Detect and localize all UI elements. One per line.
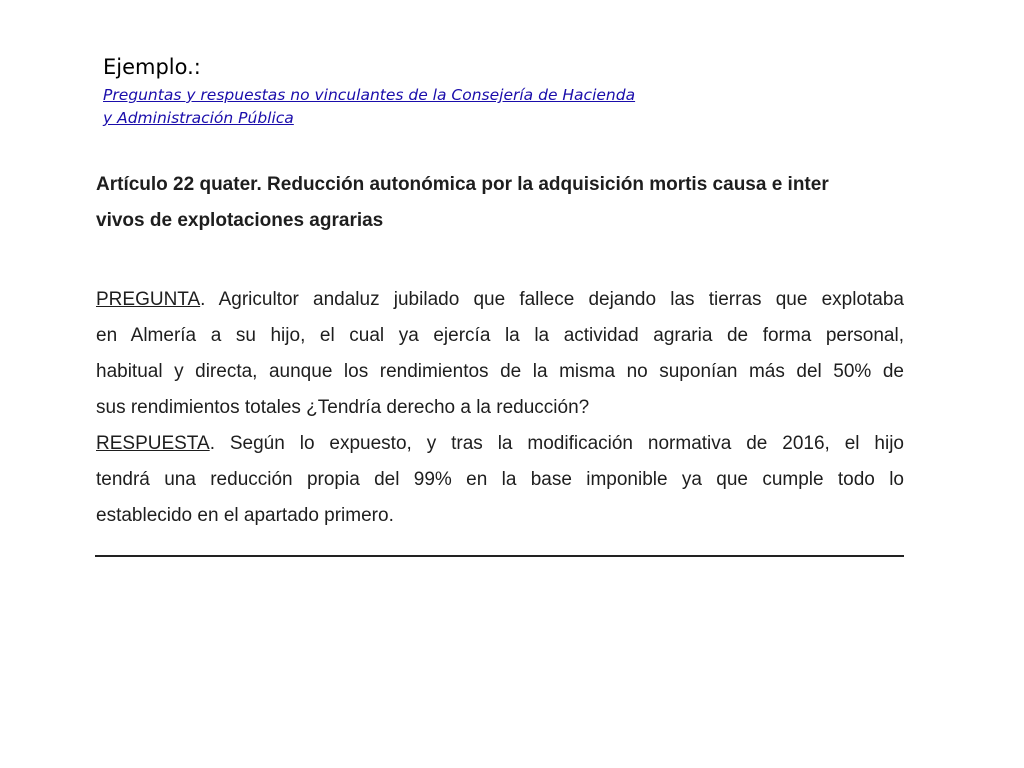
question-text-1: . Agricultor andaluz jubilado que fallece dejando las tierras que explotaba bbox=[200, 289, 904, 310]
horizontal-rule bbox=[95, 555, 904, 557]
answer-line-1 bbox=[96, 426, 904, 462]
question-line-1 bbox=[96, 282, 904, 318]
answer-label: RESPUESTA bbox=[96, 433, 210, 454]
article-title bbox=[96, 167, 904, 239]
question-line-2: en Almería a su hijo, el cual ya ejercía la la actividad agraria de forma personal, bbox=[96, 325, 904, 346]
question-line-3: habitual y directa, aunque los rendimientos de la misma no suponían más del 50% de bbox=[96, 361, 904, 382]
article-title-line-1: Artículo 22 quater. Reducción autonómica por la adquisición mortis causa e inter bbox=[96, 174, 829, 195]
slide-heading: Ejemplo.: bbox=[103, 55, 201, 79]
question-line-4: sus rendimientos totales ¿Tendría derecho a la reducción? bbox=[96, 397, 590, 418]
article-title-line-2: vivos de explotaciones agrarias bbox=[96, 210, 384, 231]
answer-line-3: establecido en el apartado primero. bbox=[96, 505, 394, 526]
source-link-line-2[interactable]: y Administración Pública bbox=[103, 109, 294, 127]
answer-text-1: . Según lo expuesto, y tras la modificación normativa de 2016, el hijo bbox=[209, 433, 904, 454]
question-answer-block bbox=[96, 282, 904, 534]
document-excerpt bbox=[96, 167, 904, 534]
question-label: PREGUNTA bbox=[96, 289, 201, 310]
source-link-block bbox=[103, 84, 635, 130]
source-link-line-1[interactable]: Preguntas y respuestas no vinculantes de la Consejería de Hacienda bbox=[103, 86, 636, 104]
answer-line-2: tendrá una reducción propia del 99% en la base imponible ya que cumple todo lo bbox=[96, 469, 904, 490]
